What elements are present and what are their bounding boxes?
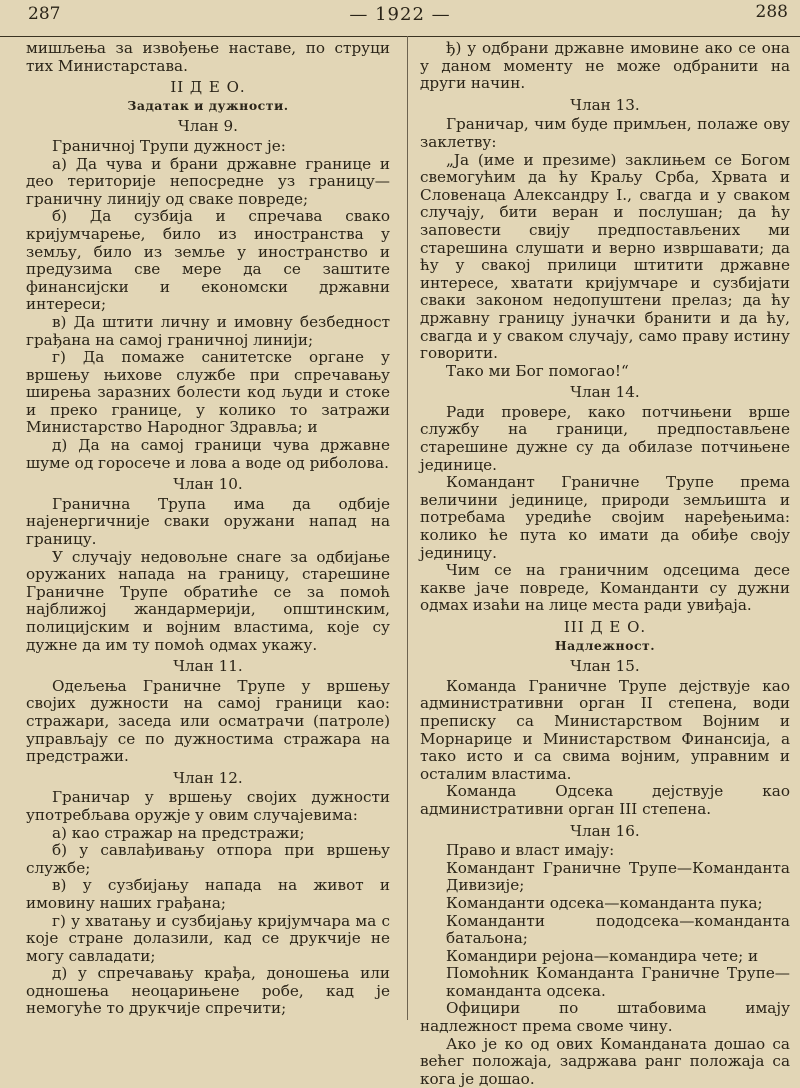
year-heading: — 1922 — [349, 4, 451, 25]
oath-text: „Ја (име и презиме) заклињем се Богом свемогућим да ћу Краљу Срба, Хрвата и Словенаца Александру I., свагда и у сваком случају, бити веран и послушан; да ћу заповести свију предпостављених ми старешина слушати и верно извршавати; да ћу у свакој прилици штитити државне интересе, хватати кријумчаре и сузбијати сваки законом недопуштени прелаз; да ћу државну границу јуначки бранити и да ћу, свагда и у сваком случају, само праву истину говорити. [420, 150, 790, 363]
list-item: Команданти пододсека—команданта батаљона; [446, 911, 790, 948]
article-heading: Члан 13. [570, 95, 640, 114]
part-subtitle: Задатак и дужности. [127, 97, 289, 113]
list-item: ђ) у одбрани државне имовине ако се она у даном моменту не може одбранити на други начин. [420, 39, 790, 93]
paragraph: Команда Граничне Трупе дејствује као административни орган II степена, води преписку са Министарством Војним и Морнарице и Министарством Финансија, а тако исто и са свима војним, управним и осталим властима. [420, 676, 790, 783]
list-item: г) у хватању и сузбијању кријумчара ма с које стране долазили, кад се друкчије не могу савладати; [26, 911, 390, 965]
list-item: б) у савлађивању отпора при вршењу службе; [26, 841, 390, 877]
list-item: Командант Граничне Трупе—Команданта Дивизије; [446, 858, 790, 895]
paragraph: Граничној Трупи дужност је: [52, 136, 286, 155]
paragraph: Одељења Граничне Трупе у вршењу својих дужности на самој граници као: стражари, заседа или осматрачи (патроле) управљају се по дужностима стражара на предстражи. [26, 676, 390, 766]
part-subtitle: Надлежност. [554, 637, 656, 653]
oath-closing: Тако ми Бог помогао!“ [446, 361, 629, 380]
paragraph: Ако је ко од ових Команданата дошао са већег положаја, задржава ранг положаја са кога је дошао. [420, 1034, 790, 1088]
article-heading: Члан 12. [173, 768, 243, 787]
list-item: г) Да помаже санитетске органе у вршењу њихове службе при спречавању ширења заразних болести код људи и стоке и преко границе, у колико то затражи Министарство Народног Здравља; и [26, 348, 390, 437]
paragraph: У случају недовољне снаге за одбијање оружаних напада на границу, старешине Граничне Трупе обратиће се за помоћ најближој жандармерији, општинским, полицијским и војним властима, које су дужне да им ту помоћ одмах укажу. [26, 547, 390, 654]
paragraph: Команда Одсека дејствује као административни орган III степена. [420, 782, 790, 818]
article-heading: Члан 11. [173, 657, 243, 676]
article-heading: Члан 14. [570, 383, 640, 402]
paragraph: Официри по штабовима имају надлежност према своме чину. [420, 999, 790, 1036]
article-heading: Члан 10. [173, 475, 243, 494]
list-item: в) Да штити личну и имовну безбедност грађана на самој граничној линији; [26, 312, 390, 349]
paragraph: Ради провере, како потчињени врше службу на граници, предпостављене старешине дужне су да обилазе потчињене јединице. [420, 402, 790, 474]
paragraph: мишљења за извођење наставе, по струци тих Министарстава. [26, 39, 390, 75]
part-heading: III Д Е О. [563, 618, 647, 636]
page-number-left: 287 [28, 4, 61, 24]
right-column [420, 40, 790, 1088]
list-item: Помоћник Команданта Граничне Трупе—команданта одсека. [446, 964, 790, 1000]
article-heading: Члан 9. [178, 117, 238, 136]
list-item: Право и власт имају: [446, 841, 615, 860]
part-heading: II Д Е О. [170, 78, 246, 97]
list-item: д) Да на самој граници чува државне шуме од горосече и лова а воде од риболова. [26, 436, 390, 472]
left-column [26, 40, 390, 1018]
list-item: а) као стражар на предстражи; [52, 823, 305, 842]
paragraph: Гранична Трупа има да одбије најенергичније сваки оружани напад на границу. [26, 494, 390, 549]
page-header [0, 0, 800, 37]
paragraph: Граничар у вршењу својих дужности употребљава оружје у овим случајевима: [26, 788, 390, 824]
column-divider [407, 36, 408, 1020]
article-heading: Члан 16. [570, 821, 640, 840]
authority-list [420, 842, 790, 1000]
paragraph: Командант Граничне Трупе према величини јединице, природи земљишта и потребама уредиће својим наређењима: колико ће пута ко имати да обиђе своју јединицу. [420, 473, 790, 562]
list-item: б) Да сузбија и спречава свако кријумчарење, било из иностранства у земљу, било из земље у иностранство и предузима све мере да се заштите финансијски и економски државни интереси; [26, 207, 390, 314]
list-item: а) Да чува и брани државне границе и део територије непосредне уз границу—граничну линију од сваке повреде; [26, 154, 390, 208]
list-item: в) у сузбијању напада на живот и имовину наших грађана; [26, 876, 390, 912]
paragraph: Чим се на граничним одсецима десе какве јаче повреде, Команданти су дужни одмах изаћи на лице места ради увиђаја. [420, 561, 790, 615]
list-item: Команданти одсека—команданта пука; [446, 893, 763, 912]
page-number-right: 288 [755, 2, 788, 22]
list-item: Командири рејона—командира чете; и [446, 946, 759, 965]
paragraph: Граничар, чим буде примљен, полаже ову заклетву: [420, 115, 790, 151]
article-heading: Члан 15. [570, 657, 640, 676]
list-item: д) у спречавању крађа, доношења или одношења неоцарињене робе, кад је немогуће то друкчије спречити; [26, 964, 390, 1018]
